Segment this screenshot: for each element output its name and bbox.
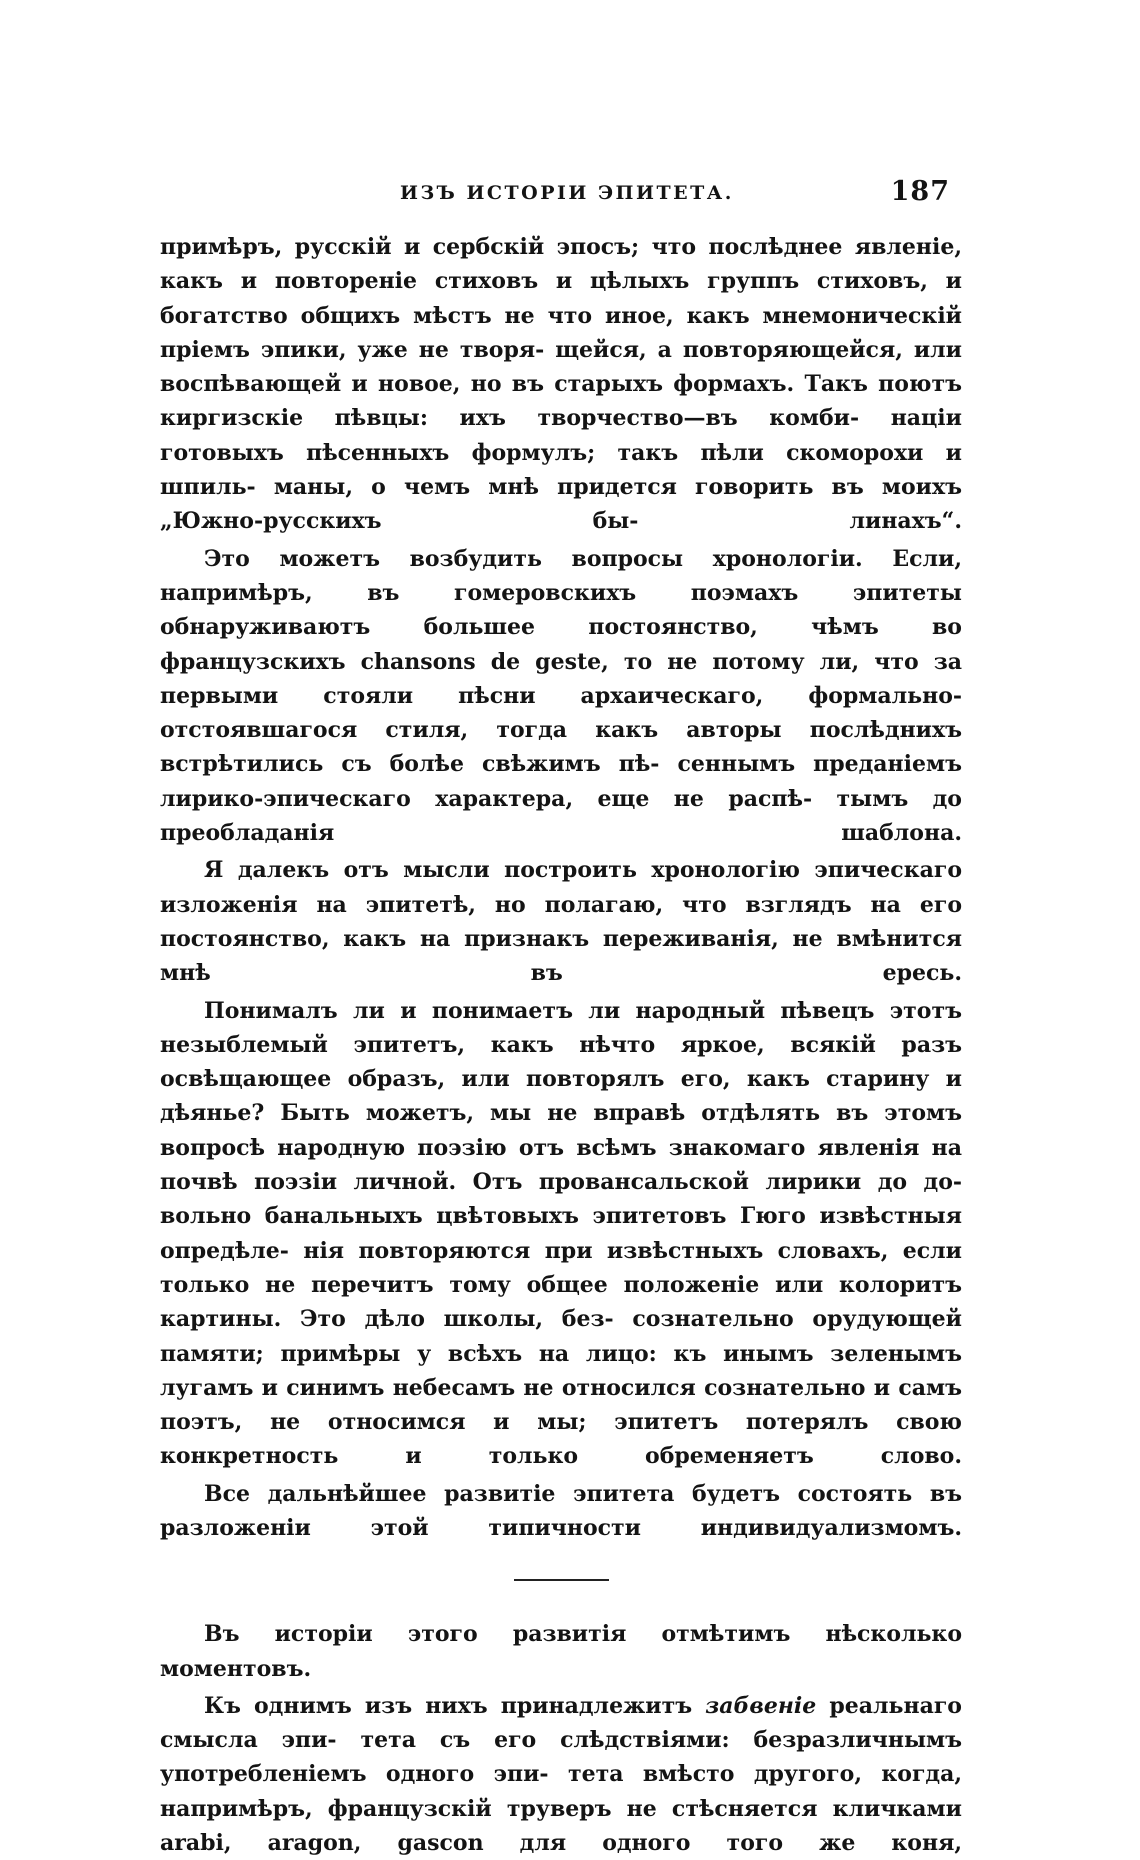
emphasized-word: забвеніе [705, 1692, 817, 1719]
paragraph-7: Къ однимъ изъ нихъ принадлежитъ забвеніе реальнаго смысла эпи- тета съ его слѣдствіями: безразличнымъ употребленіемъ одного эпи- тета вмѣсто другого, когда, напримѣръ, французскій труверъ не стѣсняется кличками arabi, aragon, gascon для одного того же коня, [160, 1692, 963, 1857]
section-divider [514, 1579, 609, 1581]
body-text [160, 230, 962, 1860]
paragraph-4: Понималъ ли и понимаетъ ли народный пѣвецъ этотъ незыблемый эпитетъ, какъ нѣчто яркое, всякій разъ освѣщающее образъ, или повторялъ его, какъ старину и дѣянье? Быть можетъ, мы не вправѣ отдѣлять въ этомъ вопросѣ народную поэзію отъ всѣмъ знакомаго явленія на почвѣ поэзіи личной. Отъ провансальской лирики до до- вольно банальныхъ цвѣтовыхъ эпитетовъ Гюго извѣстныя опредѣле- нія повторяются при извѣстныхъ словахъ, если только не перечитъ тому общее положеніе или колоритъ картины. Это дѣло школы, без- сознательно орудующей памяти; примѣры у всѣхъ на лицо: къ инымъ зеленымъ лугамъ и синимъ небесамъ не относился сознательно и самъ поэтъ, не относимся и мы; эпитетъ потерялъ свою конкретность и только обременяетъ слово. [160, 997, 963, 1470]
running-title: ИЗЪ ИСТОРІИ ЭПИТЕТА. [400, 182, 734, 204]
paragraph-5: Все дальнѣйшее развитіе эпитета будетъ состоять въ разложеніи этой типичности индивидуализмомъ. [160, 1480, 962, 1541]
page-number: 187 [890, 176, 950, 207]
paragraph-3: Я далекъ отъ мысли построить хронологію эпическаго изложенія на эпитетѣ, но полагаю, что взглядъ на его постоянство, какъ на признакъ переживанія, не вмѣнится мнѣ въ ересь. [160, 857, 963, 987]
paragraph-2: Это можетъ возбудить вопросы хронологіи. Если, напримѣръ, въ гомеровскихъ поэмахъ эпитеты обнаруживаютъ большее постоянство, чѣмъ во французскихъ chansons de geste, то не потому ли, что за первыми стояли пѣсни архаическаго, формально-отстоявшагося стиля, тогда какъ авторы послѣднихъ встрѣтились съ болѣе свѣжимъ пѣ- сеннымъ преданіемъ лирико-эпическаго характера, еще не распѣ- тымъ до преобладанія шаблона. [160, 545, 962, 847]
running-head [160, 176, 960, 216]
paragraph-1: примѣръ, русскій и сербскій эпосъ; что послѣднее явленіе, какъ и повтореніе стиховъ и цѣлыхъ группъ стиховъ, и богатство общихъ мѣстъ не что иное, какъ мнемоническій пріемъ эпики, уже не творя- щейся, а повторяющейся, или воспѣвающей и новое, но въ старыхъ формахъ. Такъ поютъ киргизскіе пѣвцы: ихъ творчество—въ комби- націи готовыхъ пѣсенныхъ формулъ; такъ пѣли скоморохи и шпиль- маны, о чемъ мнѣ придется говорить въ моихъ „Южно-русскихъ бы- линахъ“. [160, 234, 962, 535]
paragraph-6: Въ исторіи этого развитія отмѣтимъ нѣсколько моментовъ. [160, 1621, 962, 1682]
